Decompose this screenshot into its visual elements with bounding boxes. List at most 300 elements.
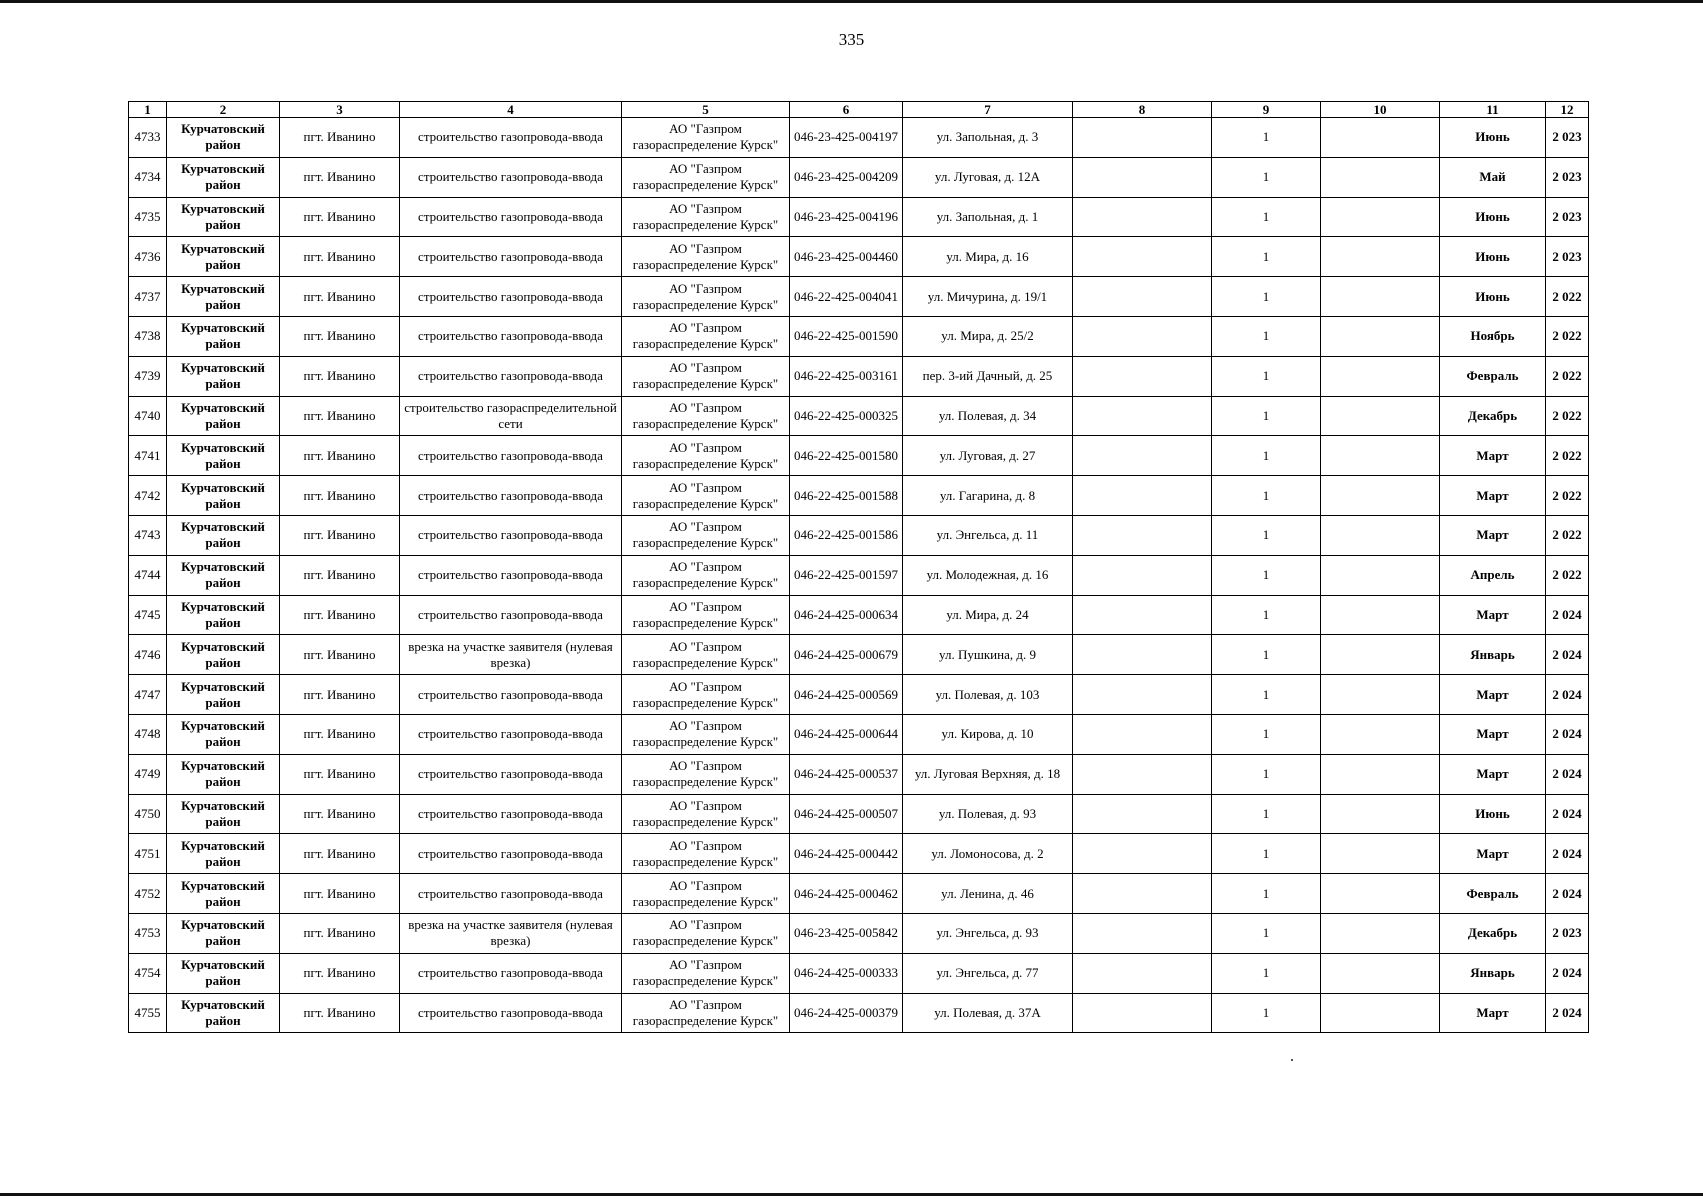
row-number-cell: 4755 [129,993,167,1033]
month-cell: Декабрь [1440,913,1546,953]
year-cell: 2 022 [1546,396,1589,436]
month-cell: Ноябрь [1440,316,1546,356]
table-row [129,356,1589,396]
year-cell: 2 022 [1546,436,1589,476]
year-cell: 2 024 [1546,595,1589,635]
month-cell: Июнь [1440,197,1546,237]
work-type-cell: строительство газопровода-ввода [400,237,622,277]
table-row [129,476,1589,516]
quantity-cell: 1 [1212,874,1321,914]
quantity-cell: 1 [1212,993,1321,1033]
application-code-cell: 046-24-425-000634 [790,595,903,635]
column-10-cell [1321,197,1440,237]
year-cell: 2 023 [1546,913,1589,953]
row-number-cell: 4754 [129,953,167,993]
scan-bottom-edge [0,1193,1703,1196]
work-type-cell: врезка на участке заявителя (нулевая врезка) [400,913,622,953]
quantity-cell: 1 [1212,953,1321,993]
column-8-cell [1073,595,1212,635]
quantity-cell: 1 [1212,834,1321,874]
year-cell: 2 022 [1546,356,1589,396]
settlement-cell: пгт. Иванино [280,515,400,555]
column-header: 10 [1321,102,1440,118]
application-code-cell: 046-24-425-000537 [790,754,903,794]
application-code-cell: 046-24-425-000379 [790,993,903,1033]
table-row [129,436,1589,476]
organization-cell: АО "Газпром газораспределение Курск" [622,436,790,476]
row-number-cell: 4743 [129,515,167,555]
region-cell: Курчатовский район [167,396,280,436]
row-number-cell: 4734 [129,157,167,197]
month-cell: Март [1440,675,1546,715]
application-code-cell: 046-23-425-004196 [790,197,903,237]
month-cell: Июнь [1440,277,1546,317]
organization-cell: АО "Газпром газораспределение Курск" [622,913,790,953]
work-type-cell: строительство газопровода-ввода [400,476,622,516]
application-code-cell: 046-23-425-004197 [790,118,903,158]
column-8-cell [1073,675,1212,715]
table-header [129,102,1589,118]
region-cell: Курчатовский район [167,675,280,715]
application-code-cell: 046-22-425-001586 [790,515,903,555]
settlement-cell: пгт. Иванино [280,754,400,794]
organization-cell: АО "Газпром газораспределение Курск" [622,874,790,914]
table-row [129,197,1589,237]
work-type-cell: строительство газопровода-ввода [400,834,622,874]
organization-cell: АО "Газпром газораспределение Курск" [622,476,790,516]
column-10-cell [1321,118,1440,158]
settlement-cell: пгт. Иванино [280,476,400,516]
column-8-cell [1073,993,1212,1033]
column-10-cell [1321,277,1440,317]
quantity-cell: 1 [1212,197,1321,237]
column-header: 2 [167,102,280,118]
column-header: 12 [1546,102,1589,118]
year-cell: 2 024 [1546,834,1589,874]
work-type-cell: строительство газопровода-ввода [400,316,622,356]
settlement-cell: пгт. Иванино [280,794,400,834]
column-8-cell [1073,237,1212,277]
application-code-cell: 046-24-425-000462 [790,874,903,914]
region-cell: Курчатовский район [167,277,280,317]
year-cell: 2 022 [1546,316,1589,356]
region-cell: Курчатовский район [167,515,280,555]
row-number-cell: 4741 [129,436,167,476]
work-type-cell: строительство газопровода-ввода [400,277,622,317]
work-type-cell: строительство газораспределительной сети [400,396,622,436]
row-number-cell: 4737 [129,277,167,317]
table-row [129,754,1589,794]
month-cell: Июнь [1440,118,1546,158]
year-cell: 2 023 [1546,237,1589,277]
column-8-cell [1073,277,1212,317]
row-number-cell: 4752 [129,874,167,914]
column-8-cell [1073,874,1212,914]
region-cell: Курчатовский район [167,316,280,356]
column-10-cell [1321,794,1440,834]
address-cell: пер. 3-ий Дачный, д. 25 [903,356,1073,396]
month-cell: Март [1440,476,1546,516]
table-row [129,316,1589,356]
column-10-cell [1321,555,1440,595]
quantity-cell: 1 [1212,754,1321,794]
application-code-cell: 046-24-425-000679 [790,635,903,675]
address-cell: ул. Молодежная, д. 16 [903,555,1073,595]
column-header: 8 [1073,102,1212,118]
column-8-cell [1073,476,1212,516]
organization-cell: АО "Газпром газораспределение Курск" [622,635,790,675]
settlement-cell: пгт. Иванино [280,675,400,715]
settlement-cell: пгт. Иванино [280,197,400,237]
table-row [129,635,1589,675]
work-type-cell: строительство газопровода-ввода [400,675,622,715]
column-8-cell [1073,356,1212,396]
quantity-cell: 1 [1212,555,1321,595]
month-cell: Февраль [1440,874,1546,914]
application-code-cell: 046-23-425-005842 [790,913,903,953]
settlement-cell: пгт. Иванино [280,277,400,317]
region-cell: Курчатовский район [167,595,280,635]
column-8-cell [1073,436,1212,476]
region-cell: Курчатовский район [167,555,280,595]
work-type-cell: строительство газопровода-ввода [400,595,622,635]
row-number-cell: 4735 [129,197,167,237]
quantity-cell: 1 [1212,913,1321,953]
region-cell: Курчатовский район [167,356,280,396]
region-cell: Курчатовский район [167,953,280,993]
column-8-cell [1073,316,1212,356]
address-cell: ул. Луговая Верхняя, д. 18 [903,754,1073,794]
settlement-cell: пгт. Иванино [280,635,400,675]
region-cell: Курчатовский район [167,118,280,158]
month-cell: Июнь [1440,794,1546,834]
year-cell: 2 023 [1546,157,1589,197]
address-cell: ул. Луговая, д. 27 [903,436,1073,476]
work-type-cell: строительство газопровода-ввода [400,118,622,158]
quantity-cell: 1 [1212,595,1321,635]
column-number-row [129,102,1589,118]
settlement-cell: пгт. Иванино [280,237,400,277]
table-row [129,714,1589,754]
column-10-cell [1321,595,1440,635]
year-cell: 2 024 [1546,714,1589,754]
column-10-cell [1321,157,1440,197]
row-number-cell: 4747 [129,675,167,715]
column-header: 9 [1212,102,1321,118]
region-cell: Курчатовский район [167,874,280,914]
address-cell: ул. Ленина, д. 46 [903,874,1073,914]
work-type-cell: строительство газопровода-ввода [400,754,622,794]
work-type-cell: врезка на участке заявителя (нулевая врезка) [400,635,622,675]
region-cell: Курчатовский район [167,913,280,953]
scan-speck [1291,1059,1293,1061]
column-10-cell [1321,993,1440,1033]
row-number-cell: 4751 [129,834,167,874]
organization-cell: АО "Газпром газораспределение Курск" [622,953,790,993]
quantity-cell: 1 [1212,157,1321,197]
year-cell: 2 024 [1546,874,1589,914]
application-code-cell: 046-23-425-004209 [790,157,903,197]
address-cell: ул. Запольная, д. 1 [903,197,1073,237]
year-cell: 2 023 [1546,118,1589,158]
table-row [129,396,1589,436]
table-row [129,953,1589,993]
row-number-cell: 4748 [129,714,167,754]
region-cell: Курчатовский район [167,754,280,794]
settlement-cell: пгт. Иванино [280,874,400,914]
settlement-cell: пгт. Иванино [280,356,400,396]
address-cell: ул. Пушкина, д. 9 [903,635,1073,675]
column-10-cell [1321,714,1440,754]
column-8-cell [1073,555,1212,595]
year-cell: 2 022 [1546,277,1589,317]
column-10-cell [1321,356,1440,396]
settlement-cell: пгт. Иванино [280,993,400,1033]
year-cell: 2 022 [1546,476,1589,516]
region-cell: Курчатовский район [167,157,280,197]
address-cell: ул. Полевая, д. 103 [903,675,1073,715]
column-10-cell [1321,515,1440,555]
organization-cell: АО "Газпром газораспределение Курск" [622,595,790,635]
year-cell: 2 023 [1546,197,1589,237]
region-cell: Курчатовский район [167,794,280,834]
quantity-cell: 1 [1212,277,1321,317]
table-row [129,595,1589,635]
work-type-cell: строительство газопровода-ввода [400,356,622,396]
month-cell: Май [1440,157,1546,197]
organization-cell: АО "Газпром газораспределение Курск" [622,794,790,834]
column-10-cell [1321,874,1440,914]
work-type-cell: строительство газопровода-ввода [400,157,622,197]
register-table [128,101,1589,1033]
application-code-cell: 046-22-425-001597 [790,555,903,595]
table-row [129,834,1589,874]
year-cell: 2 024 [1546,794,1589,834]
month-cell: Март [1440,595,1546,635]
table-row [129,913,1589,953]
work-type-cell: строительство газопровода-ввода [400,515,622,555]
settlement-cell: пгт. Иванино [280,118,400,158]
month-cell: Март [1440,993,1546,1033]
quantity-cell: 1 [1212,237,1321,277]
column-10-cell [1321,953,1440,993]
row-number-cell: 4740 [129,396,167,436]
column-8-cell [1073,515,1212,555]
quantity-cell: 1 [1212,714,1321,754]
organization-cell: АО "Газпром газораспределение Курск" [622,993,790,1033]
region-cell: Курчатовский район [167,436,280,476]
application-code-cell: 046-22-425-004041 [790,277,903,317]
application-code-cell: 046-22-425-001580 [790,436,903,476]
quantity-cell: 1 [1212,794,1321,834]
column-8-cell [1073,157,1212,197]
settlement-cell: пгт. Иванино [280,834,400,874]
row-number-cell: 4750 [129,794,167,834]
application-code-cell: 046-22-425-001590 [790,316,903,356]
address-cell: ул. Полевая, д. 37А [903,993,1073,1033]
column-10-cell [1321,913,1440,953]
year-cell: 2 024 [1546,675,1589,715]
table-body [129,118,1589,1033]
column-10-cell [1321,436,1440,476]
organization-cell: АО "Газпром газораспределение Курск" [622,157,790,197]
quantity-cell: 1 [1212,396,1321,436]
column-8-cell [1073,913,1212,953]
table-row [129,515,1589,555]
column-header: 5 [622,102,790,118]
column-10-cell [1321,316,1440,356]
application-code-cell: 046-23-425-004460 [790,237,903,277]
column-8-cell [1073,834,1212,874]
column-header: 11 [1440,102,1546,118]
table-row [129,555,1589,595]
region-cell: Курчатовский район [167,834,280,874]
row-number-cell: 4745 [129,595,167,635]
organization-cell: АО "Газпром газораспределение Курск" [622,515,790,555]
application-code-cell: 046-24-425-000333 [790,953,903,993]
work-type-cell: строительство газопровода-ввода [400,874,622,914]
column-10-cell [1321,834,1440,874]
application-code-cell: 046-22-425-000325 [790,396,903,436]
address-cell: ул. Гагарина, д. 8 [903,476,1073,516]
address-cell: ул. Мира, д. 25/2 [903,316,1073,356]
page-number: 335 [838,30,865,49]
work-type-cell: строительство газопровода-ввода [400,794,622,834]
quantity-cell: 1 [1212,436,1321,476]
settlement-cell: пгт. Иванино [280,436,400,476]
year-cell: 2 024 [1546,993,1589,1033]
address-cell: ул. Энгельса, д. 77 [903,953,1073,993]
address-cell: ул. Кирова, д. 10 [903,714,1073,754]
scan-top-edge [0,0,1703,3]
row-number-cell: 4742 [129,476,167,516]
region-cell: Курчатовский район [167,197,280,237]
year-cell: 2 022 [1546,515,1589,555]
month-cell: Март [1440,515,1546,555]
organization-cell: АО "Газпром газораспределение Курск" [622,316,790,356]
address-cell: ул. Энгельса, д. 93 [903,913,1073,953]
row-number-cell: 4733 [129,118,167,158]
table-row [129,675,1589,715]
organization-cell: АО "Газпром газораспределение Курск" [622,675,790,715]
work-type-cell: строительство газопровода-ввода [400,953,622,993]
row-number-cell: 4744 [129,555,167,595]
settlement-cell: пгт. Иванино [280,157,400,197]
month-cell: Март [1440,436,1546,476]
row-number-cell: 4738 [129,316,167,356]
organization-cell: АО "Газпром газораспределение Курск" [622,118,790,158]
column-header: 6 [790,102,903,118]
quantity-cell: 1 [1212,515,1321,555]
year-cell: 2 024 [1546,635,1589,675]
address-cell: ул. Ломоносова, д. 2 [903,834,1073,874]
year-cell: 2 024 [1546,953,1589,993]
organization-cell: АО "Газпром газораспределение Курск" [622,834,790,874]
row-number-cell: 4753 [129,913,167,953]
quantity-cell: 1 [1212,476,1321,516]
region-cell: Курчатовский район [167,635,280,675]
quantity-cell: 1 [1212,635,1321,675]
region-cell: Курчатовский район [167,476,280,516]
region-cell: Курчатовский район [167,714,280,754]
month-cell: Апрель [1440,555,1546,595]
column-10-cell [1321,754,1440,794]
column-8-cell [1073,197,1212,237]
application-code-cell: 046-22-425-001588 [790,476,903,516]
settlement-cell: пгт. Иванино [280,396,400,436]
month-cell: Февраль [1440,356,1546,396]
work-type-cell: строительство газопровода-ввода [400,197,622,237]
application-code-cell: 046-24-425-000644 [790,714,903,754]
address-cell: ул. Запольная, д. 3 [903,118,1073,158]
row-number-cell: 4739 [129,356,167,396]
application-code-cell: 046-24-425-000442 [790,834,903,874]
month-cell: Январь [1440,953,1546,993]
column-8-cell [1073,953,1212,993]
column-10-cell [1321,675,1440,715]
column-header: 1 [129,102,167,118]
row-number-cell: 4746 [129,635,167,675]
address-cell: ул. Полевая, д. 93 [903,794,1073,834]
column-header: 3 [280,102,400,118]
year-cell: 2 022 [1546,555,1589,595]
settlement-cell: пгт. Иванино [280,714,400,754]
settlement-cell: пгт. Иванино [280,316,400,356]
column-10-cell [1321,476,1440,516]
column-8-cell [1073,754,1212,794]
month-cell: Март [1440,834,1546,874]
address-cell: ул. Луговая, д. 12А [903,157,1073,197]
table-row [129,277,1589,317]
application-code-cell: 046-22-425-003161 [790,356,903,396]
column-8-cell [1073,794,1212,834]
address-cell: ул. Энгельса, д. 11 [903,515,1073,555]
settlement-cell: пгт. Иванино [280,913,400,953]
quantity-cell: 1 [1212,356,1321,396]
month-cell: Декабрь [1440,396,1546,436]
organization-cell: АО "Газпром газораспределение Курск" [622,356,790,396]
column-10-cell [1321,237,1440,277]
table-row [129,993,1589,1033]
settlement-cell: пгт. Иванино [280,595,400,635]
quantity-cell: 1 [1212,118,1321,158]
table-row [129,157,1589,197]
organization-cell: АО "Газпром газораспределение Курск" [622,277,790,317]
month-cell: Март [1440,714,1546,754]
address-cell: ул. Полевая, д. 34 [903,396,1073,436]
table-row [129,237,1589,277]
address-cell: ул. Мира, д. 24 [903,595,1073,635]
row-number-cell: 4749 [129,754,167,794]
settlement-cell: пгт. Иванино [280,555,400,595]
table-row [129,874,1589,914]
month-cell: Март [1440,754,1546,794]
organization-cell: АО "Газпром газораспределение Курск" [622,555,790,595]
organization-cell: АО "Газпром газораспределение Курск" [622,396,790,436]
application-code-cell: 046-24-425-000569 [790,675,903,715]
application-code-cell: 046-24-425-000507 [790,794,903,834]
work-type-cell: строительство газопровода-ввода [400,993,622,1033]
column-8-cell [1073,714,1212,754]
work-type-cell: строительство газопровода-ввода [400,714,622,754]
column-10-cell [1321,635,1440,675]
table-row [129,794,1589,834]
work-type-cell: строительство газопровода-ввода [400,555,622,595]
work-type-cell: строительство газопровода-ввода [400,436,622,476]
address-cell: ул. Мира, д. 16 [903,237,1073,277]
column-8-cell [1073,635,1212,675]
row-number-cell: 4736 [129,237,167,277]
